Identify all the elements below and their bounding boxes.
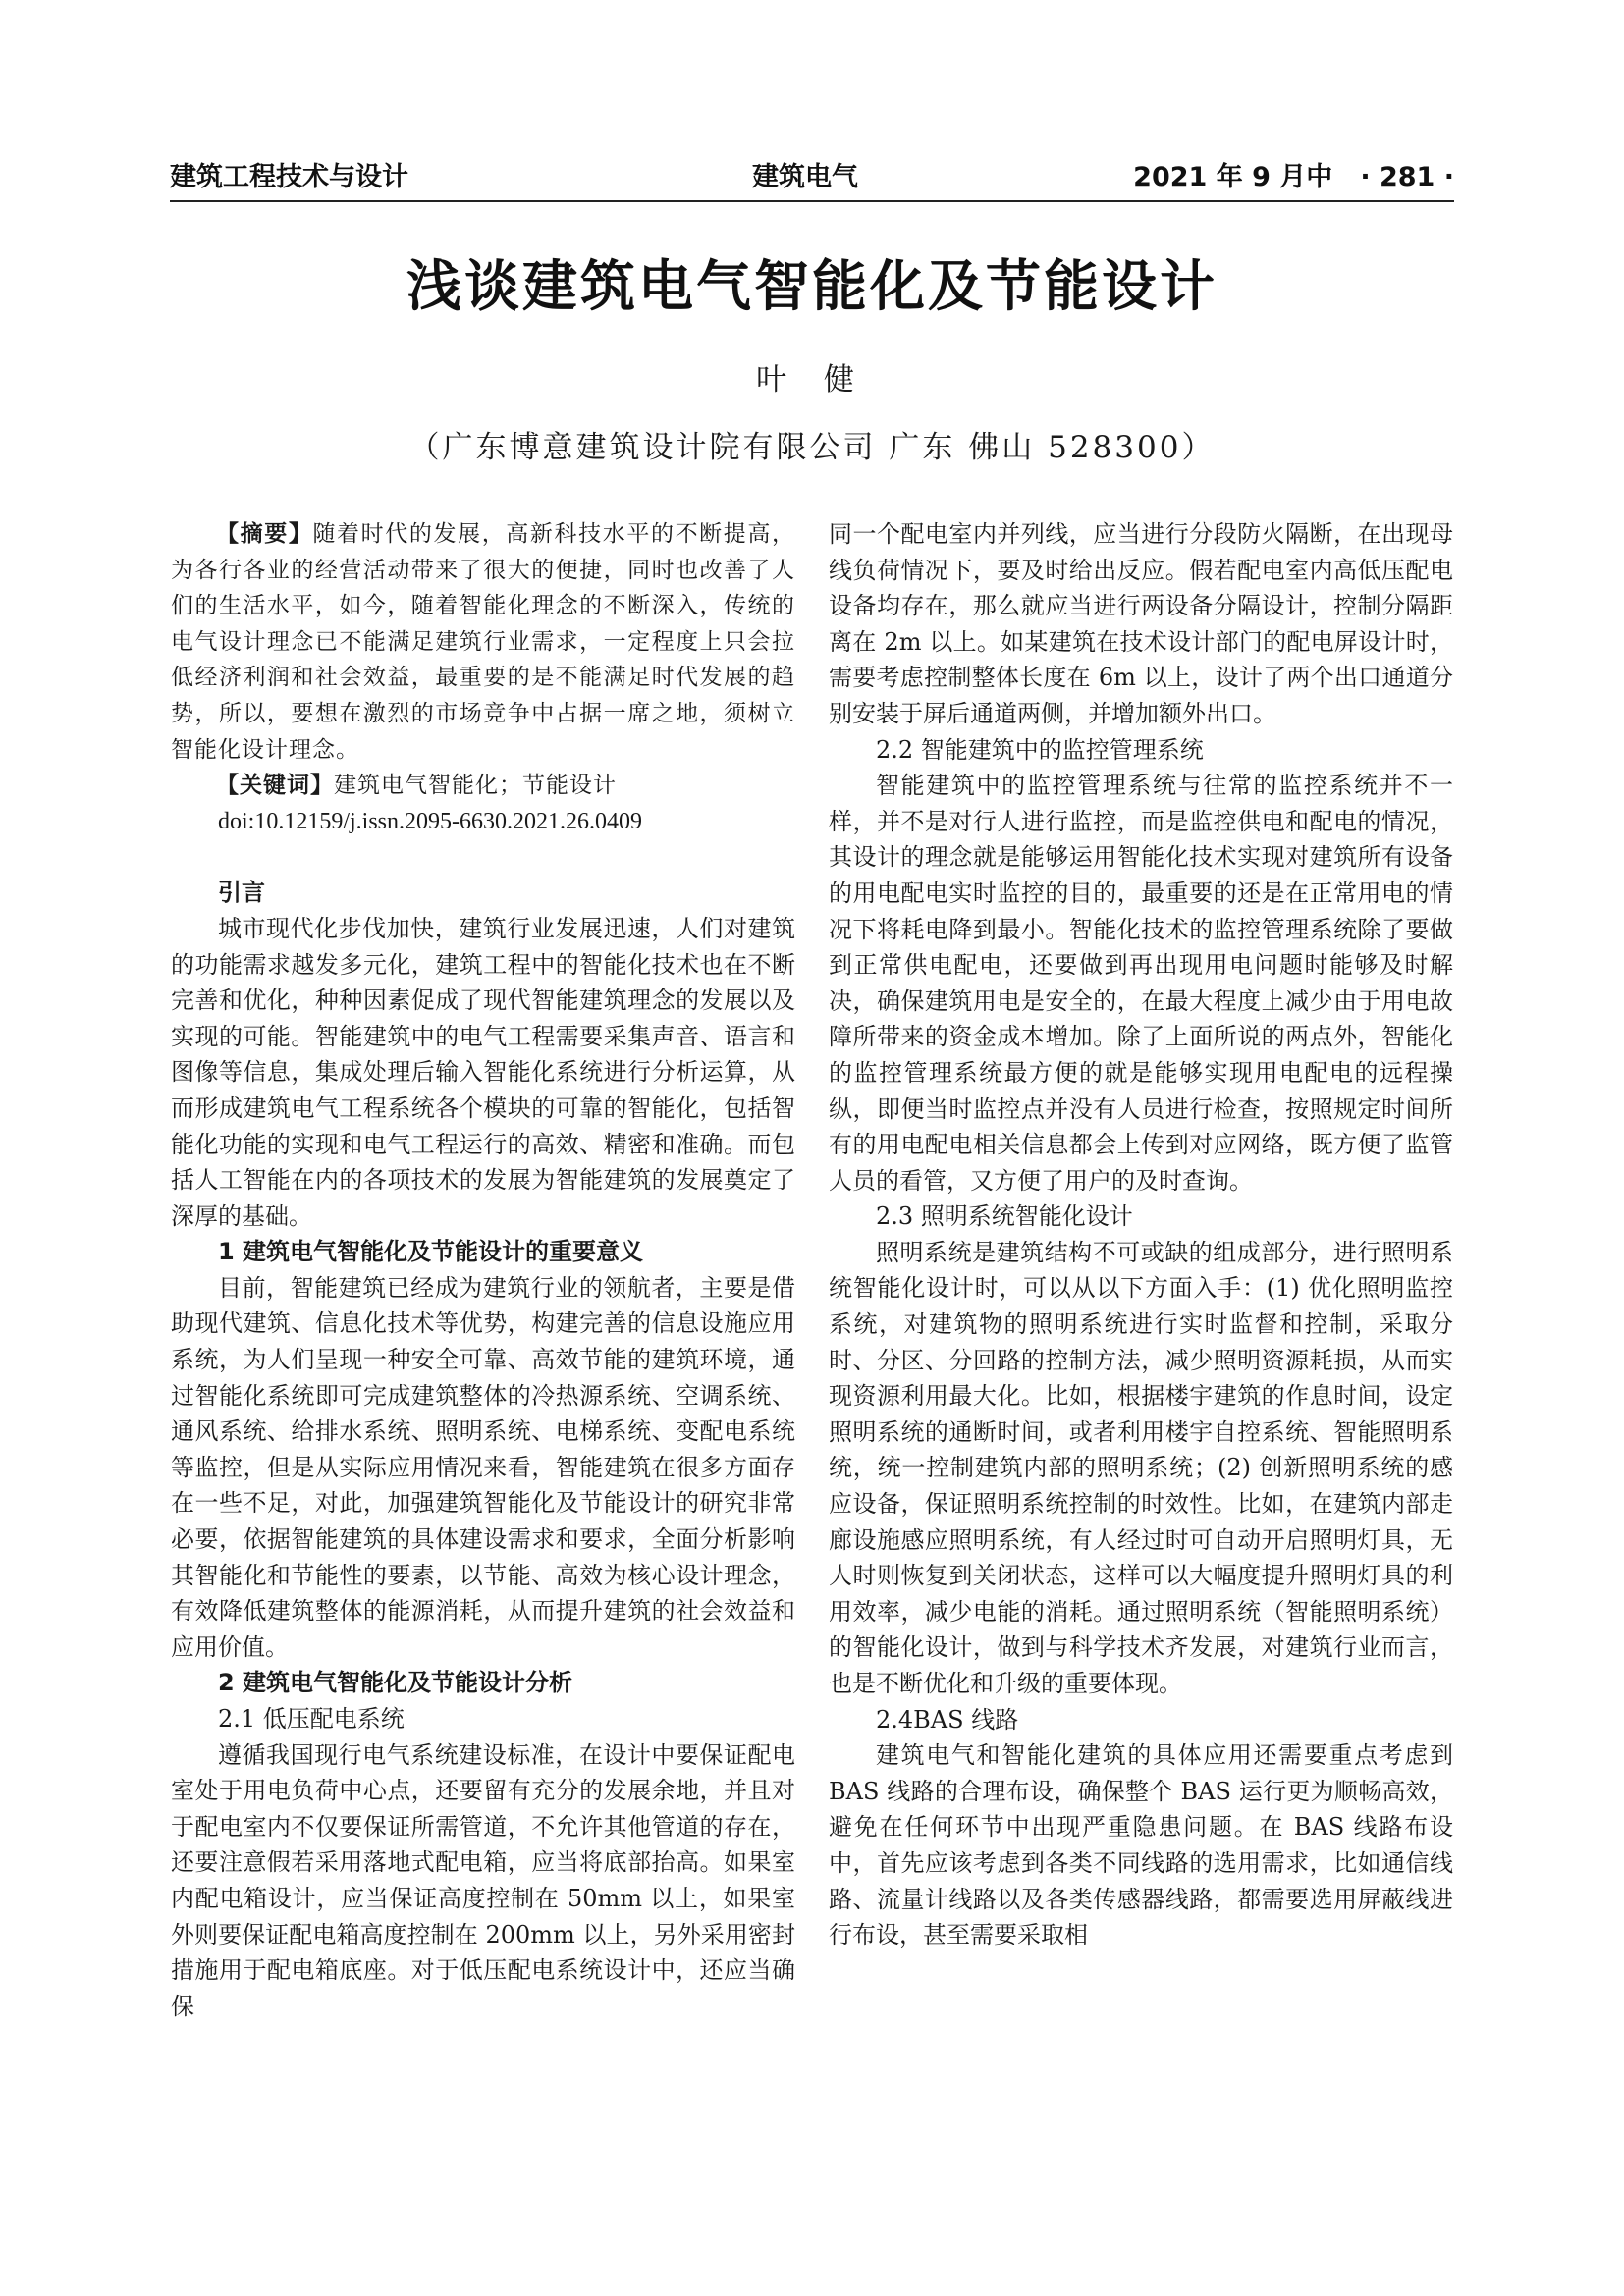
abstract-text: 随着时代的发展，高新科技水平的不断提高，为各行各业的经营活动带来了很大的便捷，同时也改善了人们的生活水平，如今，随着智能化理念的不断深入，传统的电气设计理念已不能满足建筑行业需求，一定程度上只会拉低经济利润和社会效益，最重要的是不能满足时代发展的趋势，所以，要想在激烈的市场竞争中占据一席之地，须树立智能化设计理念。 bbox=[171, 521, 796, 763]
abstract-label: 【摘要】 bbox=[216, 521, 313, 547]
article-title: 浅谈建筑电气智能化及节能设计 bbox=[406, 255, 1218, 319]
section-1-paragraph: 目前，智能建筑已经成为建筑行业的领航者，主要是借助现代建筑、信息化技术等优势，构建完善的信息设施应用系统，为人们呈现一种安全可靠、高效节能的建筑环境，通过智能化系统即可完成建筑整体的冷热源系统、空调系统、通风系统、给排水系统、照明系统、电梯系统、变配电系统等监控，但是从实际应用情况来看，智能建筑在很多方面存在一些不足，对此，加强建筑智能化及节能设计的研究非常必要，依据智能建筑的具体建设需求和要求，全面分析影响其智能化和节能性的要素，以节能、高效为核心设计理念，有效降低建筑整体的能源消耗，从而提升建筑的社会效益和应用价值。 bbox=[171, 1273, 795, 1661]
left-column bbox=[171, 516, 795, 2024]
section-2-2-paragraph: 智能建筑中的监控管理系统与往常的监控系统并不一样，并不是对行人进行监控，而是监控供电和配电的情况，其设计的理念就是能够运用智能化技术实现对建筑所有设备的用电配电实时监控的目的，最重要的还是在正常用电的情况下将耗电降到最小。智能化技术的监控管理系统除了要做到正常供电配电，还要做到再出现用电问题时能够及时解决，确保建筑用电是安全的，在最大程度上减少由于用电故障所带来的资金成本增加。除了上面所说的两点外，智能化的监控管理系统最方便的就是能够实现用电配电的远程操纵，即便当时监控点并没有人员进行检查，按照规定时间所有的用电配电相关信息都会上传到对应网络，既方便了监管人员的看管，又方便了用户的及时查询。 bbox=[829, 772, 1453, 1195]
section-2-3-heading: 2.3 照明系统智能化设计 bbox=[876, 1202, 1133, 1231]
keywords-label: 【关键词】 bbox=[216, 773, 334, 799]
section-2-4-paragraph: 建筑电气和智能化建筑的具体应用还需要重点考虑到 BAS 线路的合理布设，确保整个 BAS 运行更为顺畅高效，避免在任何环节中出现严重隐患问题。在 BAS 线路布设中，首先应该考虑到各类不同线路的选用需求，比如通信线路、流量计线路以及各类传感器线路，都需要选用屏蔽线进行布设，甚至需要采取相 bbox=[829, 1741, 1453, 1949]
article-author: 叶 健 bbox=[756, 362, 868, 398]
header-rule bbox=[170, 200, 1454, 202]
running-header bbox=[170, 155, 1454, 198]
section-2-1-paragraph: 遵循我国现行电气系统建设标准，在设计中要保证配电室处于用电负荷中心点，还要留有充分的发展余地，并且对于配电室内不仅要保证所需管道，不允许其他管道的存在，还要注意假若采用落地式配电箱，应当将底部抬高。如果室内配电箱设计，应当保证高度控制在 50mm 以上，如果室外则要保证配电箱高度控制在 200mm 以上，另外采用密封措施用于配电箱底座。对于低压配电系统设计中，还应当确保 bbox=[171, 1740, 795, 2020]
issue-date: 2021 年 9 月中 bbox=[1133, 162, 1333, 192]
section-2-3-paragraph: 照明系统是建筑结构不可或缺的组成部分，进行照明系统智能化设计时，可以从以下方面入手：(1) 优化照明监控系统，对建筑物的照明系统进行实时监督和控制，采取分时、分区、分回路的控制方法，减少照明资源耗损，从而实现资源利用最大化。比如，根据楼宇建筑的作息时间，设定照明系统的通断时间，或者利用楼宇自控系统、智能照明系统，统一控制建筑内部的照明系统；(2) 创新照明系统的感应设备，保证照明系统控制的时效性。比如，在建筑内部走廊设施感应照明系统，有人经过时可自动开启照明灯具，无人时则恢复到关闭状态，这样可以大幅度提升照明灯具的利用效率，减少电能的消耗。通过照明系统（智能照明系统）的智能化设计，做到与科学技术齐发展，对建筑行业而言，也是不断优化和升级的重要体现。 bbox=[829, 1238, 1453, 1697]
journal-name: 建筑工程技术与设计 bbox=[170, 162, 408, 192]
doi: doi:10.12159/j.issn.2095-6630.2021.26.0409 bbox=[218, 808, 643, 834]
author-affiliation: （广东博意建筑设计院有限公司 广东 佛山 528300） bbox=[408, 430, 1216, 465]
right-column bbox=[829, 516, 1453, 1953]
abstract bbox=[171, 516, 795, 768]
section-2-4-heading: 2.4BAS 线路 bbox=[876, 1705, 1019, 1734]
keywords bbox=[171, 768, 795, 804]
intro-paragraph: 城市现代化步伐加快，建筑行业发展迅速，人们对建筑的功能需求越发多元化，建筑工程中的智能化技术也在不断完善和优化，种种因素促成了现代智能建筑理念的发展以及实现的可能。智能建筑中的电气工程需要采集声音、语言和图像等信息，集成处理后输入智能化系统进行分析运算，从而形成建筑电气工程系统各个模块的可靠的智能化，包括智能化功能的实现和电气工程运行的高效、精密和准确。而包括人工智能在内的各项技术的发展为智能建筑的发展奠定了深厚的基础。 bbox=[171, 914, 795, 1230]
keywords-text: 建筑电气智能化；节能设计 bbox=[334, 773, 617, 799]
spacer bbox=[171, 839, 795, 875]
section-2-1-heading: 2.1 低压配电系统 bbox=[218, 1705, 405, 1733]
section-2-2-heading: 2.2 智能建筑中的监控管理系统 bbox=[876, 735, 1204, 764]
intro-heading: 引言 bbox=[218, 879, 265, 907]
page-number: · 281 · bbox=[1360, 162, 1454, 192]
section-2-1-paragraph-continued: 同一个配电室内并列线，应当进行分段防火隔断，在出现母线负荷情况下，要及时给出反应。假若配电室内高低压配电设备均存在，那么就应当进行两设备分隔设计，控制分隔距离在 2m 以上。如某建筑在技术设计部门的配电屏设计时，需要考虑控制整体长度在 6m 以上，设计了两个出口通道分别安装于屏后通道两侧，并增加额外出口。 bbox=[829, 520, 1453, 727]
section-2-heading: 2 建筑电气智能化及节能设计分析 bbox=[218, 1669, 573, 1697]
issue-info bbox=[1133, 155, 1454, 193]
section-name: 建筑电气 bbox=[752, 162, 858, 192]
section-1-heading: 1 建筑电气智能化及节能设计的重要意义 bbox=[218, 1238, 644, 1266]
